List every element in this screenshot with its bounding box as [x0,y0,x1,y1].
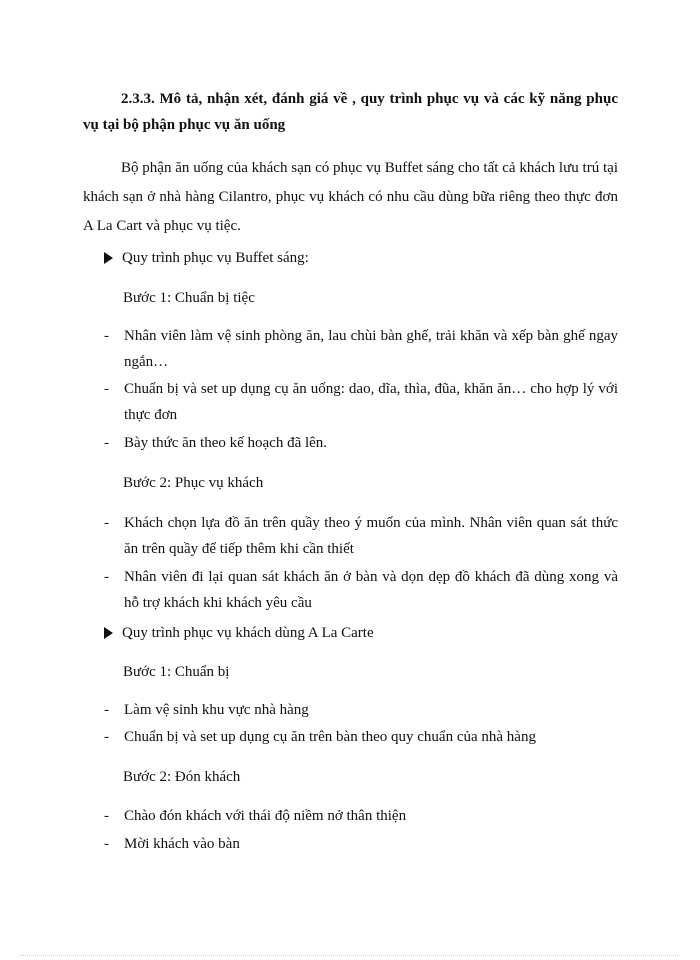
dash-marker: - [104,569,109,585]
dash-marker: - [104,515,109,531]
dash-marker: - [104,808,109,824]
list-item-text: Nhân viên làm vệ sinh phòng ăn, lau chùi bàn ghế, trải khăn và xếp bàn ghế ngay ngắn… [124,328,618,370]
dash-marker: - [104,381,109,397]
dash-marker: - [104,836,109,852]
section-title: Quy trình phục vụ Buffet sáng: [122,250,309,266]
page-bottom-divider [20,955,680,956]
step-label: Bước 2: Đón khách [123,769,241,785]
list-item-text: Mời khách vào bàn [124,836,240,852]
section-heading: 2.3.3. Mô tả, nhận xét, đánh giá về , quy trình phục vụ và các kỹ năng phục vụ tại bộ phận phục vụ ăn uống [83,91,618,133]
list-item-text: Chào đón khách với thái độ niềm nở thân thiện [124,808,407,824]
step-label: Bước 1: Chuẩn bị tiệc [123,290,255,306]
arrow-bullet-icon [104,627,113,639]
dash-marker: - [104,328,109,344]
list-item-text: Bày thức ăn theo kế hoạch đã lên. [124,435,328,451]
section-title: Quy trình phục vụ khách dùng A La Carte [122,625,374,641]
dash-marker: - [104,435,109,451]
arrow-bullet-icon [104,252,113,264]
dash-marker: - [104,729,109,745]
step-label: Bước 1: Chuẩn bị [123,664,230,680]
list-item-text: Chuẩn bị và set up dụng cụ ăn uống: dao, dĩa, thìa, đũa, khăn ăn… cho hợp lý với thực đơn [124,381,618,423]
dash-marker: - [104,702,109,718]
list-item-text: Nhân viên đi lại quan sát khách ăn ở bàn và dọn dẹp đồ khách đã dùng xong và hỗ trợ khách khi khách yêu cầu [124,569,618,611]
list-item-text: Khách chọn lựa đồ ăn trên quầy theo ý muốn của mình. Nhân viên quan sát thức ăn trên quầy để tiếp thêm khi cần thiết [124,515,618,557]
intro-paragraph: Bộ phận ăn uống của khách sạn có phục vụ Buffet sáng cho tất cả khách lưu trú tại khách sạn ở nhà hàng Cilantro, phục vụ khách có nhu cầu dùng bữa riêng theo thực đơn A La Cart và phục vụ tiệc. [83,160,618,234]
list-item-text: Làm vệ sinh khu vực nhà hàng [124,702,309,718]
step-label: Bước 2: Phục vụ khách [123,475,264,491]
list-item-text: Chuẩn bị và set up dụng cụ ăn trên bàn theo quy chuẩn của nhà hàng [124,729,536,745]
